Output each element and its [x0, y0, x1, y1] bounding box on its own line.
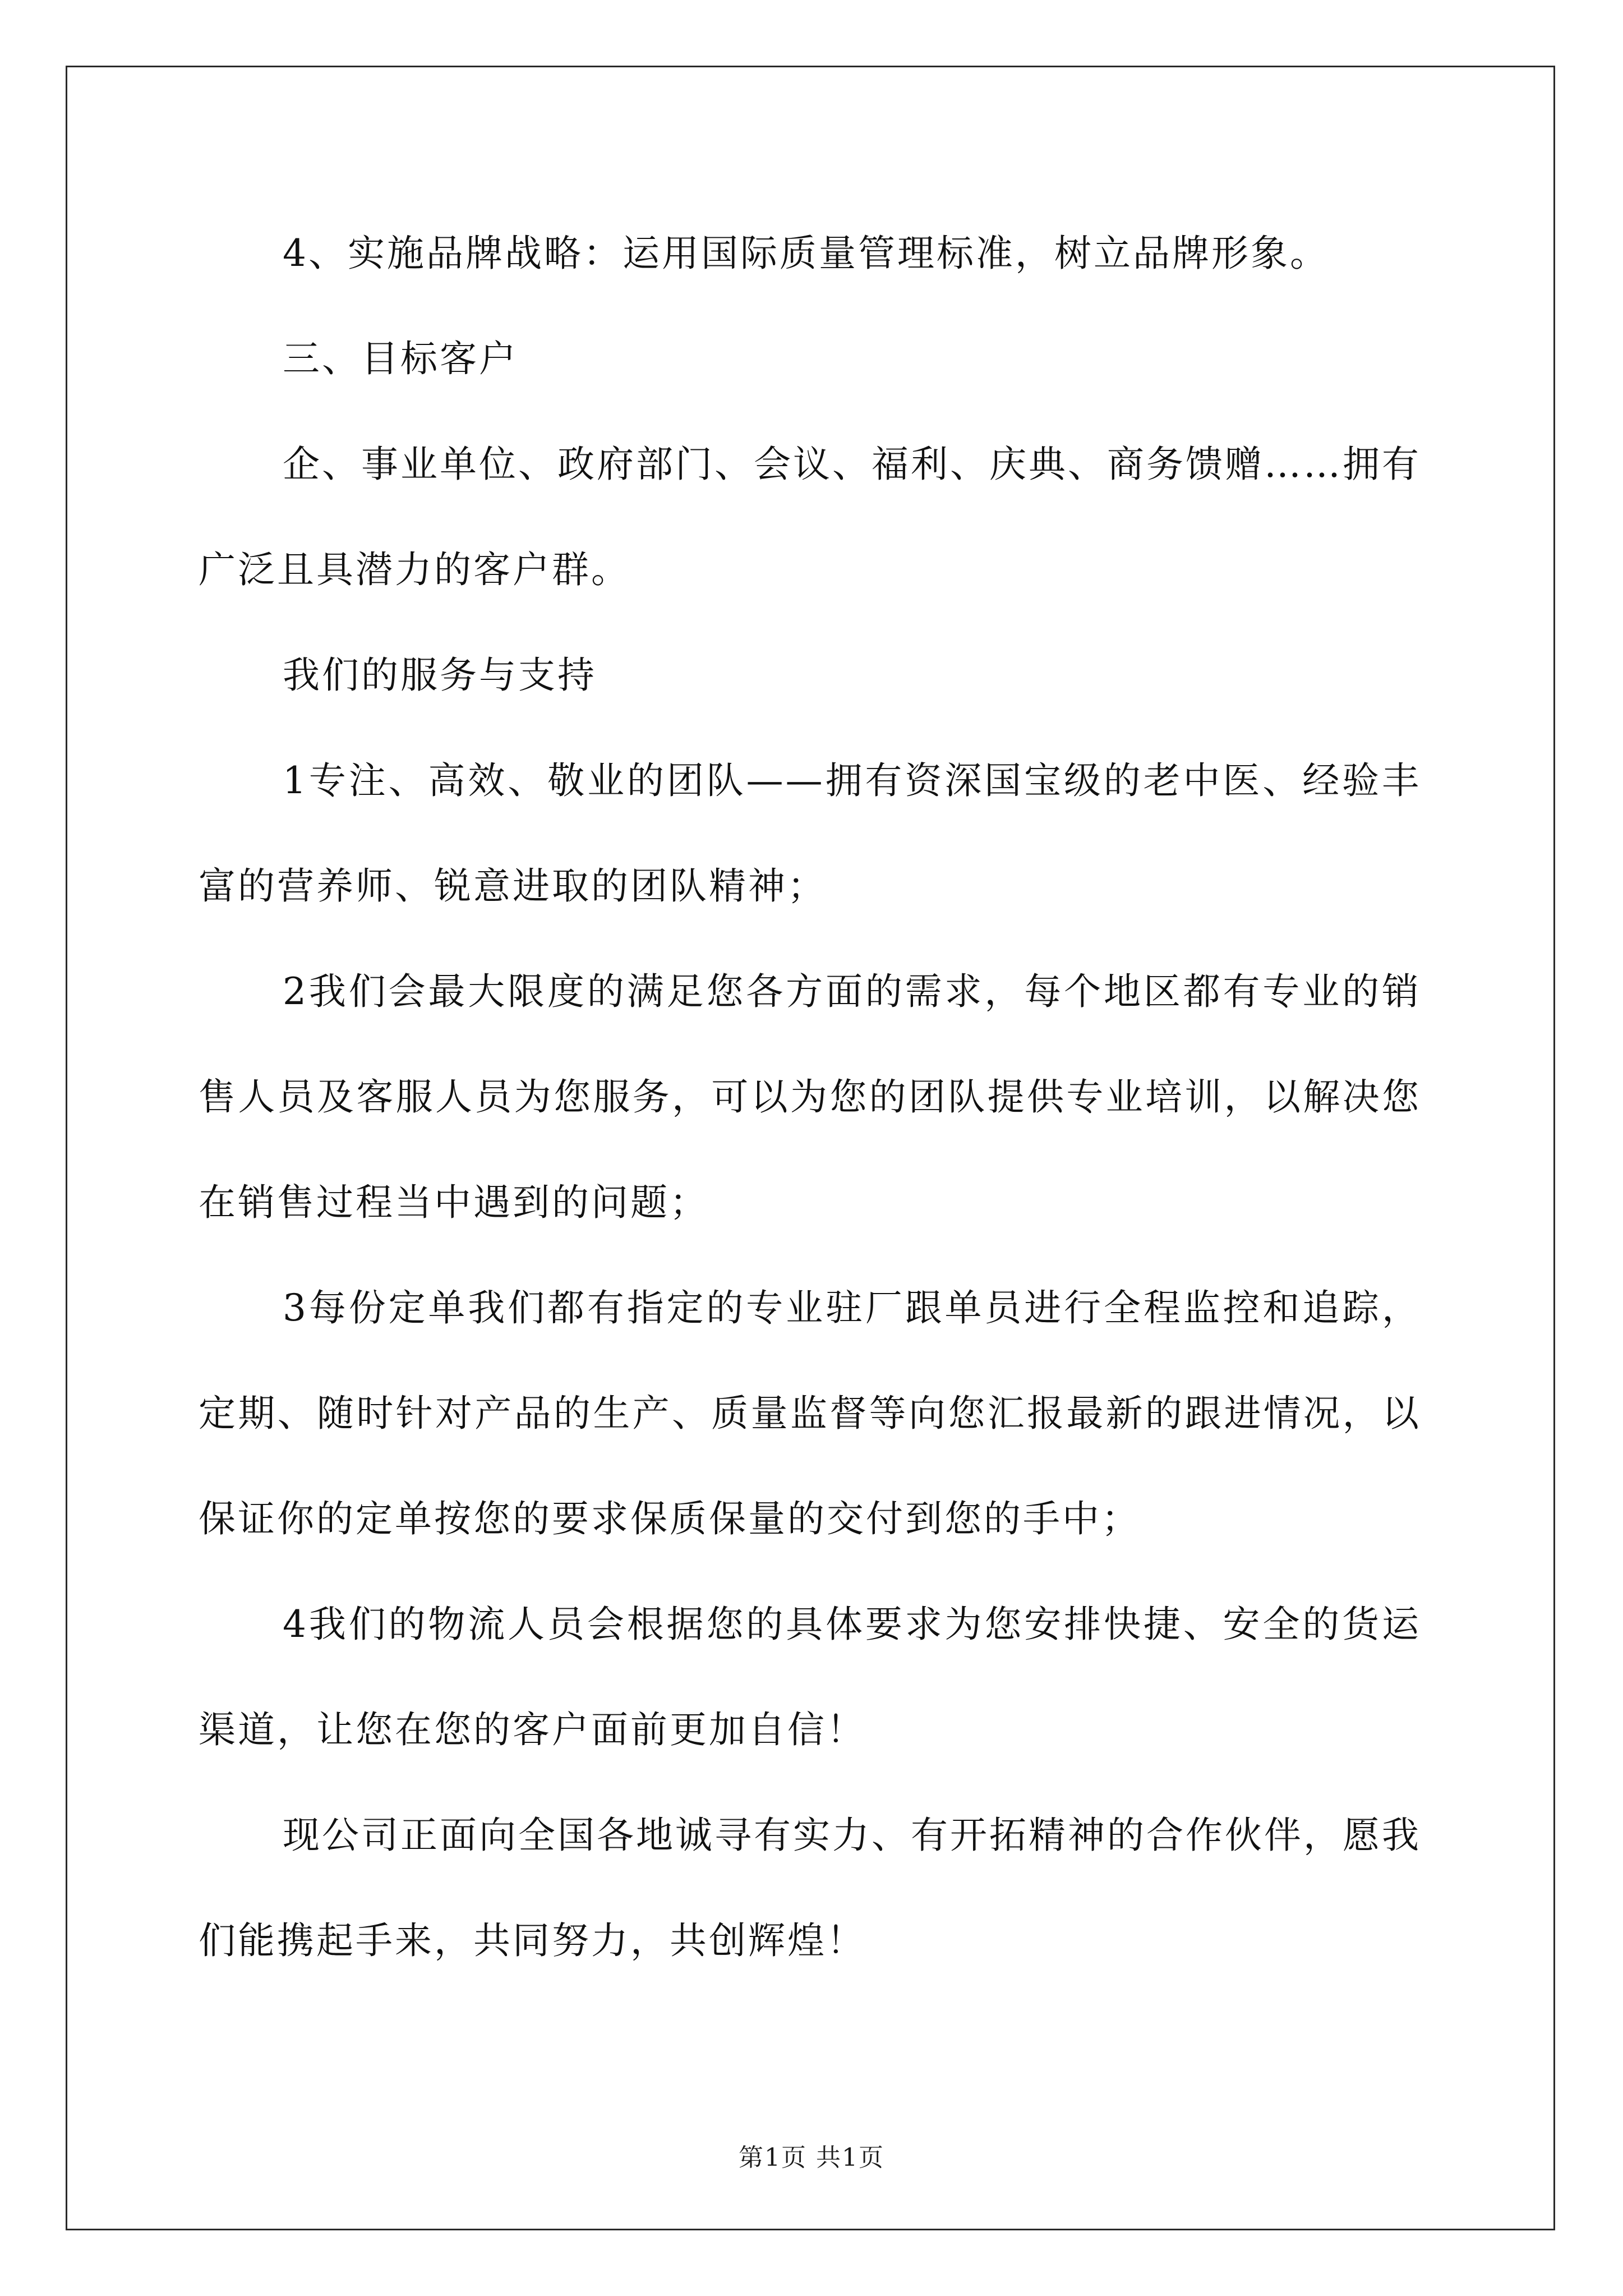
section-heading-services-support: 我们的服务与支持	[283, 654, 597, 697]
paragraph-service-3: 3每份定单我们都有指定的专业驻厂跟单员进行全程监控和追踪，定期、随时针对产品的生产、质量监督等向您汇报最新的跟进情况，以保证你的定单按您的要求保质保量的交付到您的手中；	[199, 1286, 1421, 1540]
paragraph-customer-list: 企、事业单位、政府部门、会议、福利、庆典、商务馈赠……拥有广泛且具潜力的客户群。	[199, 443, 1421, 591]
paragraph-service-4: 4我们的物流人员会根据您的具体要求为您安排快捷、安全的货运渠道，让您在您的客户面前更加自信！	[199, 1603, 1421, 1751]
section-heading-target-customers: 三、目标客户	[283, 337, 518, 380]
paragraph-partnership-call: 现公司正面向全国各地诚寻有实力、有开拓精神的合作伙伴，愿我们能携起手来，共同努力，共创辉煌！	[199, 1814, 1421, 1962]
paragraph-service-1: 1专注、高效、敬业的团队——拥有资深国宝级的老中医、经验丰富的营养师、锐意进取的团队精神；	[199, 759, 1421, 908]
paragraph-brand-strategy: 4、实施品牌战略：运用国际质量管理标准，树立品牌形象。	[283, 232, 1329, 275]
page-footer: 第1页 共1页	[739, 2143, 884, 2172]
paragraph-service-2: 2我们会最大限度的满足您各方面的需求，每个地区都有专业的销售人员及客服人员为您服务，可以为您的团队提供专业培训，以解决您在销售过程当中遇到的问题；	[199, 970, 1421, 1224]
